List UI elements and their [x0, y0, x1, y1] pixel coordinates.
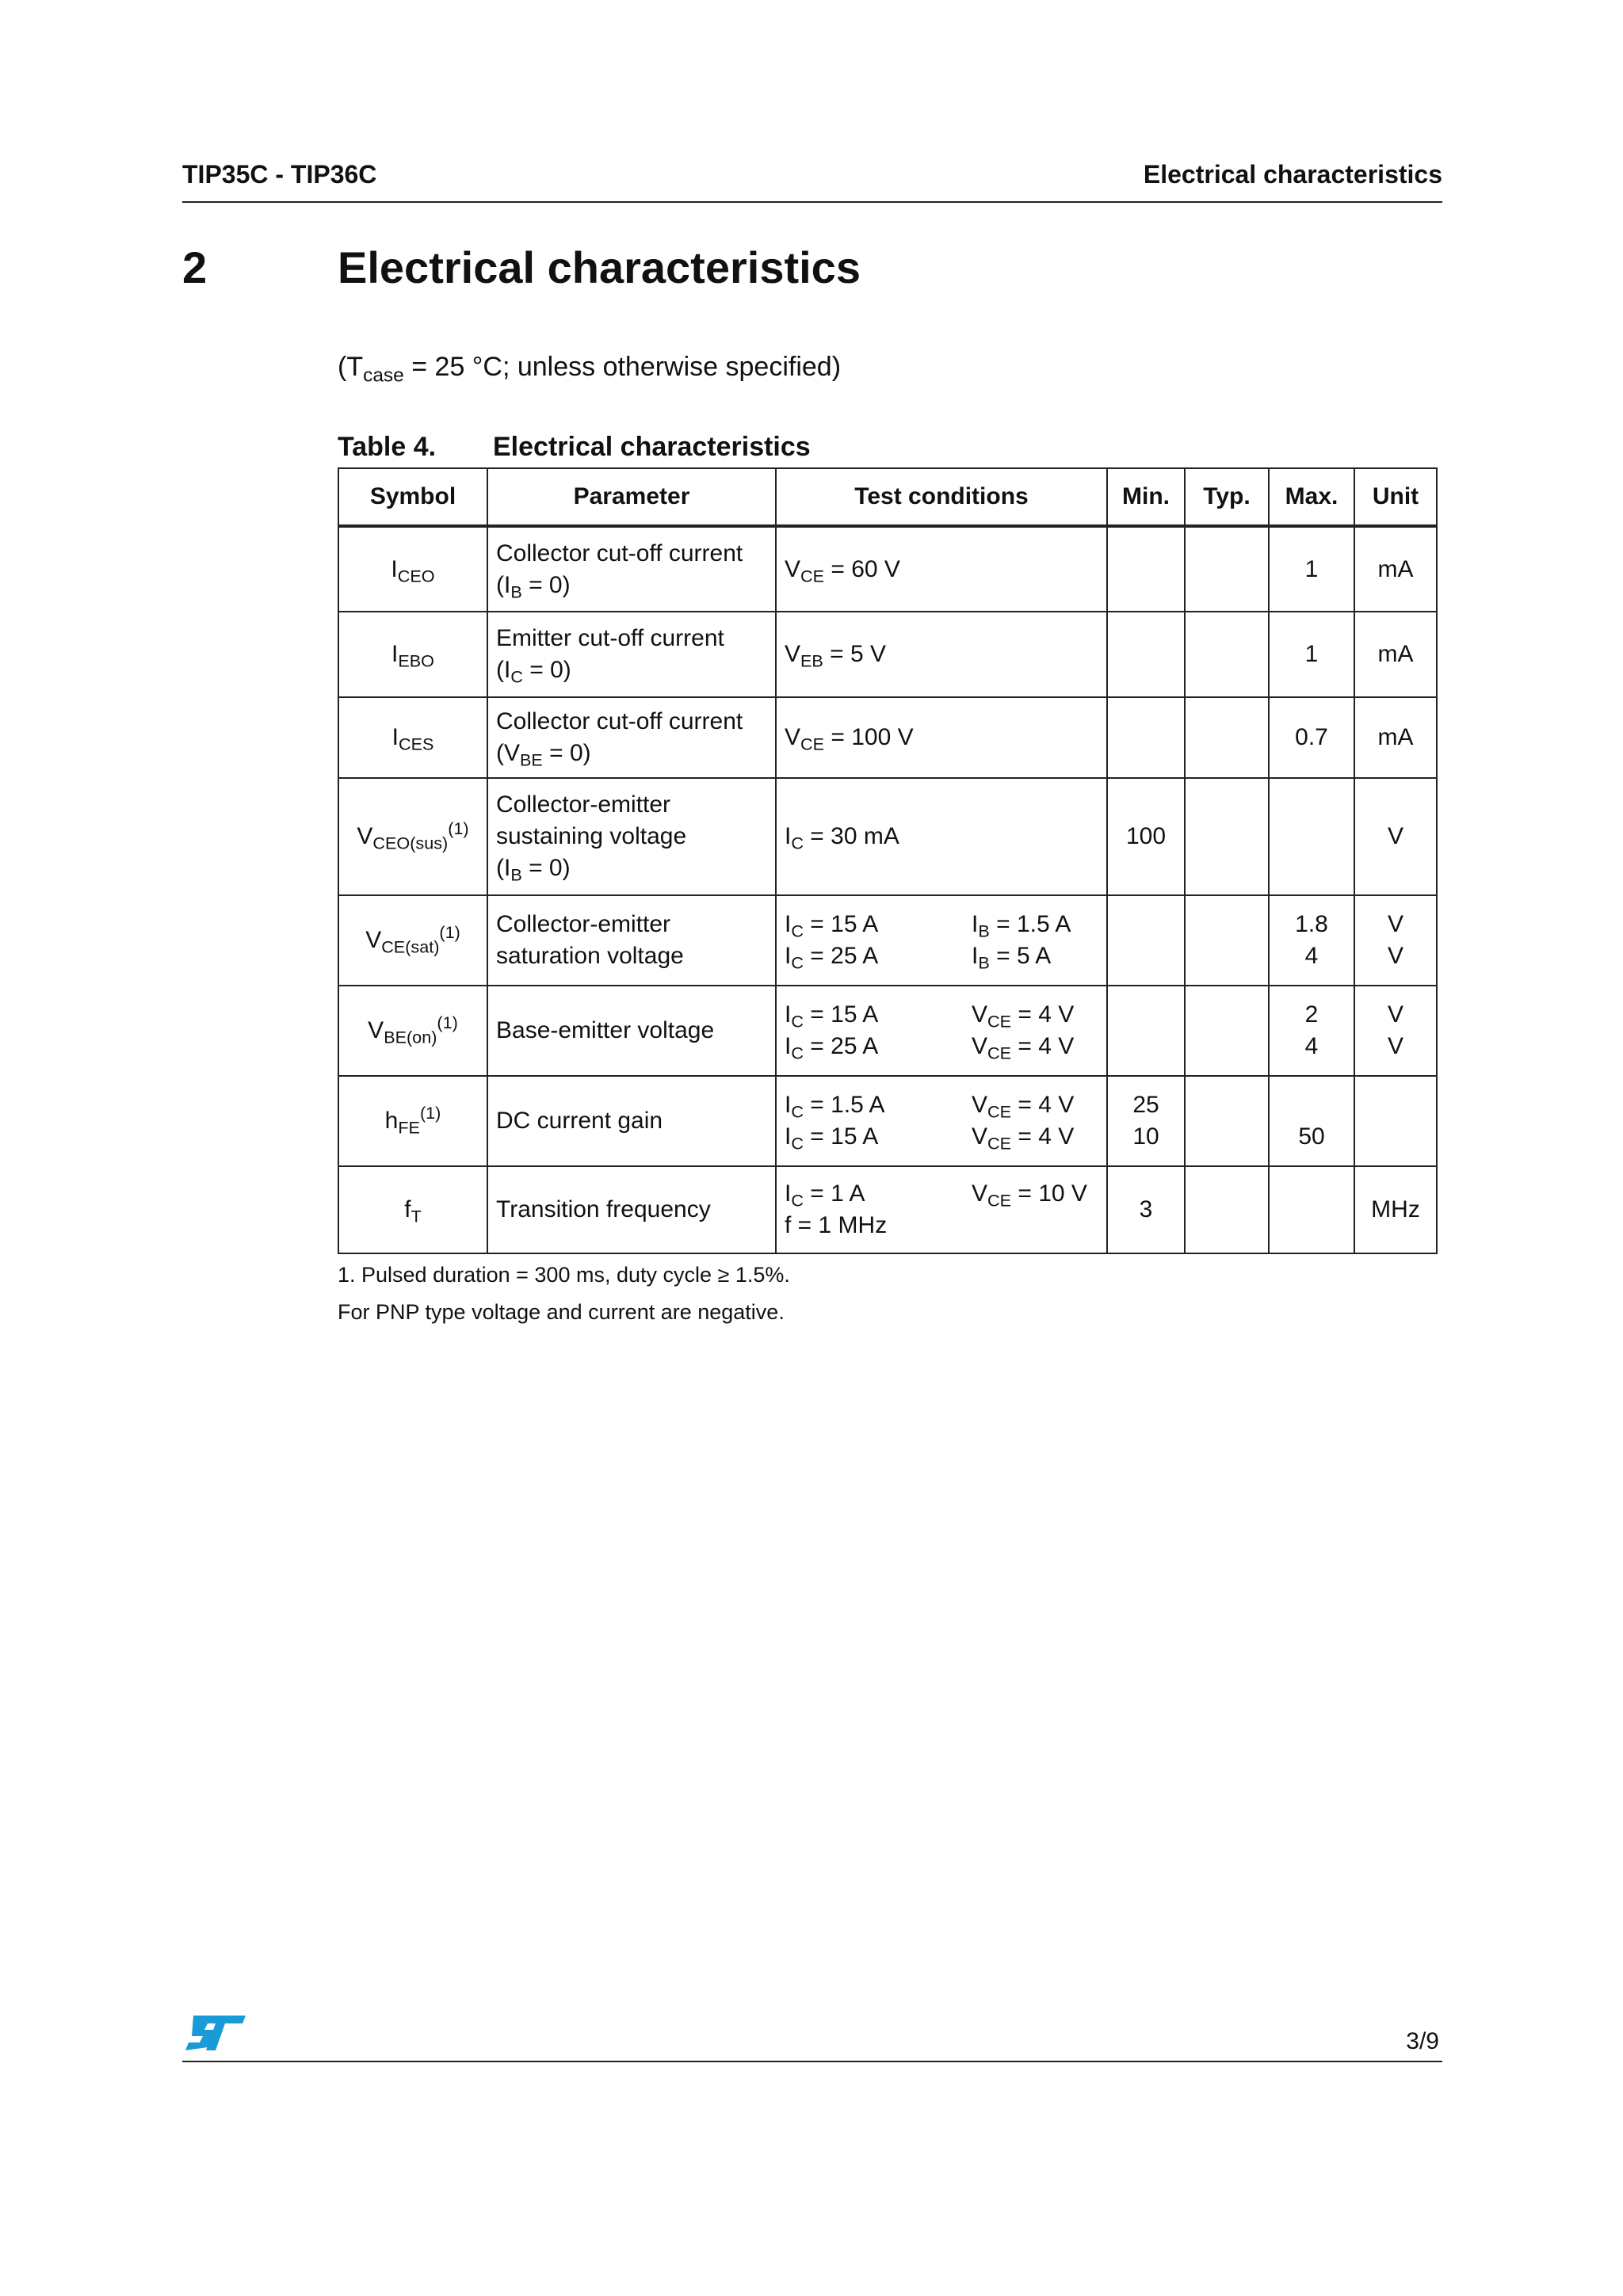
- table-row: [338, 1166, 1437, 1253]
- parameter-cell: Collector-emitter saturation voltage: [487, 895, 776, 986]
- parameter-cell: DC current gain: [487, 1076, 776, 1166]
- symbol-cell: $I_{EBO}$: [338, 612, 487, 697]
- test-conditions-cell: $V_{CE} = 100$ V: [776, 697, 1107, 778]
- typ-cell: [1185, 612, 1269, 697]
- parameter-cell: Transition frequency: [487, 1166, 776, 1253]
- min-cell: 3: [1107, 1166, 1185, 1253]
- table-row: [338, 895, 1437, 986]
- min-cell: [1107, 986, 1185, 1076]
- table-row: [338, 1076, 1437, 1166]
- column-header: Max.: [1269, 468, 1354, 526]
- table-row: [338, 526, 1437, 612]
- min-cell: [1107, 612, 1185, 697]
- section-title: Electrical characteristics: [338, 242, 861, 292]
- parameter-cell: Emitter cut-off current $(I_C = 0)$: [487, 612, 776, 697]
- max-cell: 1: [1269, 526, 1354, 612]
- min-cell: [1107, 895, 1185, 986]
- typ-cell: [1185, 778, 1269, 895]
- parameter-cell: Collector-emitter sustaining voltage $(I_B = 0)$: [487, 778, 776, 895]
- max-cell: [1269, 1166, 1354, 1253]
- footer-rule: [182, 2061, 1442, 2062]
- column-header: Test conditions: [776, 468, 1107, 526]
- table-row: [338, 778, 1437, 895]
- symbol-cell: $f_T$: [338, 1166, 487, 1253]
- page-number: 3/9: [1406, 2028, 1439, 2054]
- table-row: [338, 612, 1437, 697]
- test-conditions-cell: $I_C = 1.5$ A $V_{CE} = 4$ V $I_C = 15$ A $V_{CE} = 4$ V: [776, 1076, 1107, 1166]
- test-conditions-cell: $V_{CE} = 60$ V: [776, 526, 1107, 612]
- typ-cell: [1185, 526, 1269, 612]
- min-cell: [1107, 697, 1185, 778]
- unit-cell: MHz: [1354, 1166, 1437, 1253]
- min-cell: [1107, 526, 1185, 612]
- unit-cell: [1354, 1076, 1437, 1166]
- table-label: Table 4.: [338, 432, 437, 462]
- min-cell: 100: [1107, 778, 1185, 895]
- unit-cell: mA: [1354, 526, 1437, 612]
- max-cell: [1269, 778, 1354, 895]
- test-conditions-cell: $I_C = 1$ A $V_{CE} = 10$ V f = 1 MHz: [776, 1166, 1107, 1253]
- typ-cell: [1185, 1076, 1269, 1166]
- unit-cell: V V: [1354, 895, 1437, 986]
- st-logo-icon: [182, 2012, 247, 2058]
- header-rule: [182, 201, 1442, 203]
- symbol-cell: $V_{CEO(sus)}^{(1)}$: [338, 778, 487, 895]
- typ-cell: [1185, 895, 1269, 986]
- table-row: [338, 697, 1437, 778]
- min-cell: 25 10: [1107, 1076, 1185, 1166]
- running-header-right: Electrical characteristics: [1143, 160, 1442, 189]
- footnote-pnp: For PNP type voltage and current are negative.: [338, 1300, 785, 1324]
- table-title: Electrical characteristics: [493, 432, 811, 462]
- parameter-cell: Collector cut-off current $(V_{BE} = 0)$: [487, 697, 776, 778]
- typ-cell: [1185, 1166, 1269, 1253]
- table-row: [338, 986, 1437, 1076]
- unit-cell: V V: [1354, 986, 1437, 1076]
- test-conditions-cell: $I_C = 15$ A $I_B = 1.5$ A $I_C = 25$ A $I_B = 5$ A: [776, 895, 1107, 986]
- max-cell: 1: [1269, 612, 1354, 697]
- table-header-row: [338, 468, 1437, 526]
- footnote-1: 1. Pulsed duration = 300 ms, duty cycle ≥ 1.5%.: [338, 1263, 790, 1287]
- test-conditions-cell: $I_C = 15$ A $V_{CE} = 4$ V $I_C = 25$ A $V_{CE} = 4$ V: [776, 986, 1107, 1076]
- symbol-cell: $V_{BE(on)}^{(1)}$: [338, 986, 487, 1076]
- typ-cell: [1185, 986, 1269, 1076]
- symbol-cell: $V_{CE(sat)}^{(1)}$: [338, 895, 487, 986]
- typ-cell: [1185, 697, 1269, 778]
- test-conditions-note: ($T_{case} = 25$ °C; unless otherwise specified): [338, 352, 842, 387]
- parameter-cell: Base-emitter voltage: [487, 986, 776, 1076]
- unit-cell: V: [1354, 778, 1437, 895]
- test-conditions-cell: $I_C = 30$ mA: [776, 778, 1107, 895]
- test-conditions-cell: $V_{EB} = 5$ V: [776, 612, 1107, 697]
- max-cell: 0.7: [1269, 697, 1354, 778]
- electrical-characteristics-table: [338, 467, 1438, 1254]
- column-header: Symbol: [338, 468, 487, 526]
- symbol-cell: $h_{FE}^{(1)}$: [338, 1076, 487, 1166]
- column-header: Unit: [1354, 468, 1437, 526]
- max-cell: 50: [1269, 1076, 1354, 1166]
- max-cell: 1.8 4: [1269, 895, 1354, 986]
- section-number: 2: [182, 242, 208, 292]
- column-header: Parameter: [487, 468, 776, 526]
- max-cell: 2 4: [1269, 986, 1354, 1076]
- column-header: Typ.: [1185, 468, 1269, 526]
- unit-cell: mA: [1354, 612, 1437, 697]
- parameter-cell: Collector cut-off current $(I_B = 0)$: [487, 526, 776, 612]
- symbol-cell: $I_{CES}$: [338, 697, 487, 778]
- unit-cell: mA: [1354, 697, 1437, 778]
- symbol-cell: $I_{CEO}$: [338, 526, 487, 612]
- running-header-left: TIP35C - TIP36C: [182, 160, 377, 189]
- column-header: Min.: [1107, 468, 1185, 526]
